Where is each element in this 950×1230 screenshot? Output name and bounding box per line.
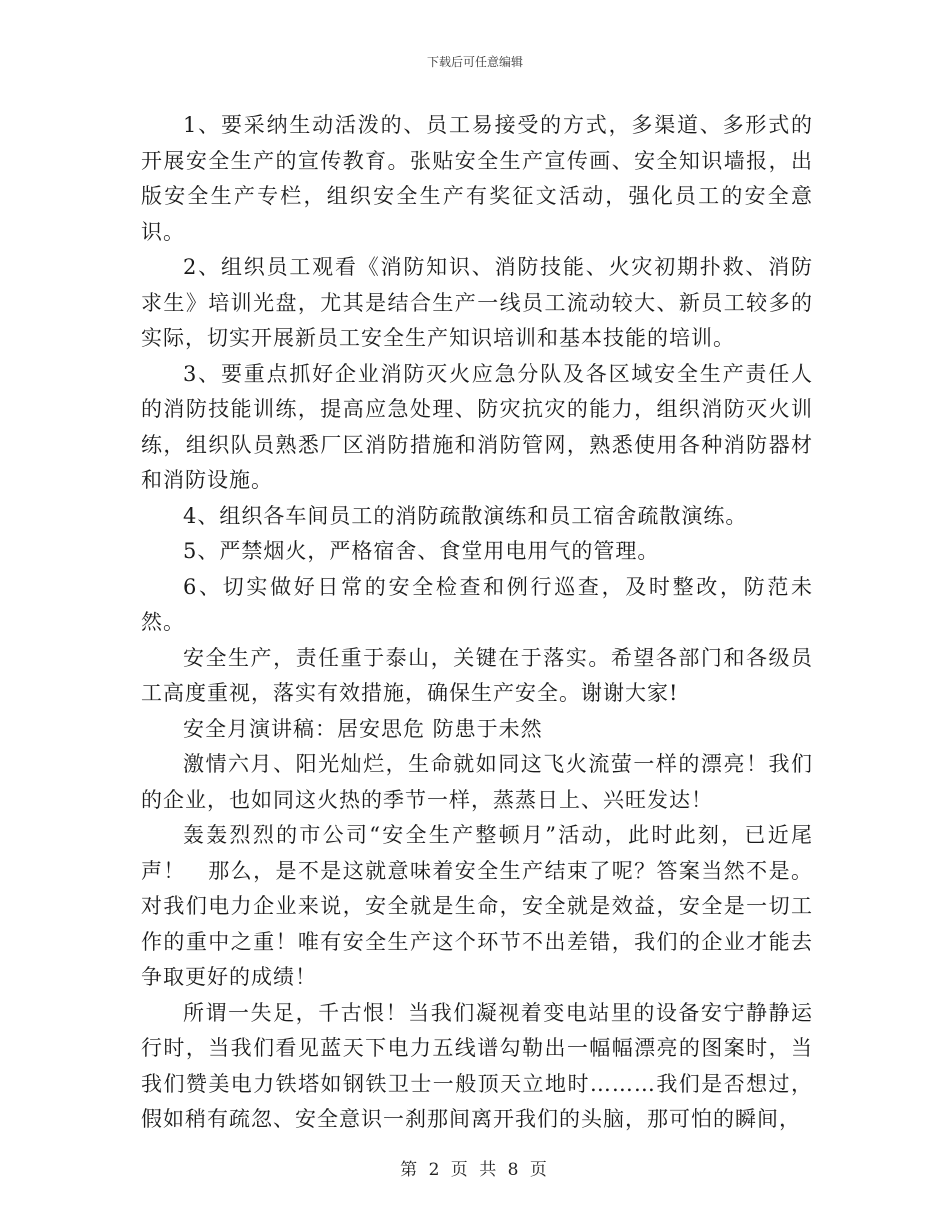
- paragraph-item-5: 5、严禁烟火，严格宿舍、食堂用电用气的管理。: [183, 539, 660, 563]
- paragraph-item-3: 3、要重点抓好企业消防灭火应急分队及各区域安全生产责任人的消防技能训练，提高应急处理、防灾抗灾的能力，组织消防灭火训练，组织队员熟悉厂区消防措施和消防管网，熟悉使用各种消防器材和消防设施。: [141, 361, 813, 492]
- paragraph-item-1: 1、要采纳生动活泼的、员工易接受的方式，多渠道、多形式的开展安全生产的宣传教育。张贴安全生产宣传画、安全知识墙报，出版安全生产专栏，组织安全生产有奖征文活动，强化员工的安全意识。: [141, 113, 813, 244]
- closing-paragraph: 安全生产，责任重于泰山，关键在于落实。希望各部门和各级员工高度重视，落实有效措施，确保生产安全。谢谢大家!: [141, 645, 813, 705]
- paragraph-item-4: 4、组织各车间员工的消防疏散演练和员工宿舍疏散演练。: [183, 503, 748, 528]
- page-header: 下载后可任意编辑: [426, 55, 523, 69]
- speech-paragraph-3: 所谓一失足，千古恨！当我们凝视着变电站里的设备安宁静静运行时，当我们看见蓝天下电力五线谱勾勒出一幅幅漂亮的图案时，当我们赞美电力铁塔如钢铁卫士一般顶天立地时………我们是否想过，假如稍有疏忽、安全意识一刹那间离开我们的头脑，那可怕的瞬间，: [141, 1000, 813, 1131]
- paragraph-item-2: 2、组织员工观看《消防知识、消防技能、火灾初期扑救、消防求生》培训光盘，尤其是结合生产一线员工流动较大、新员工较多的实际，切实开展新员工安全生产知识培训和基本技能的培训。: [141, 255, 813, 350]
- page-number: 第 2 页 共 8 页: [400, 1160, 550, 1180]
- speech-title: 安全月演讲稿：居安思危 防患于未然: [183, 716, 543, 741]
- speech-paragraph-2: 轰轰烈烈的市公司“安全生产整顿月”活动，此时此刻，已近尾声！ 那么，是不是这就意味着安全生产结束了呢？答案当然不是。对我们电力企业来说，安全就是生命，安全就是效益，安全是一切工作的重中之重！唯有安全生产这个环节不出差错，我们的企业才能去争取更好的成绩！: [141, 823, 813, 989]
- document-body: [141, 108, 813, 1138]
- speech-paragraph-1: 激情六月、阳光灿烂，生命就如同这飞火流萤一样的漂亮！我们的企业，也如同这火热的季节一样，蒸蒸日上、兴旺发达！: [141, 752, 813, 812]
- paragraph-item-6: 6、切实做好日常的安全检查和例行巡查，及时整改，防范未然。: [141, 574, 813, 634]
